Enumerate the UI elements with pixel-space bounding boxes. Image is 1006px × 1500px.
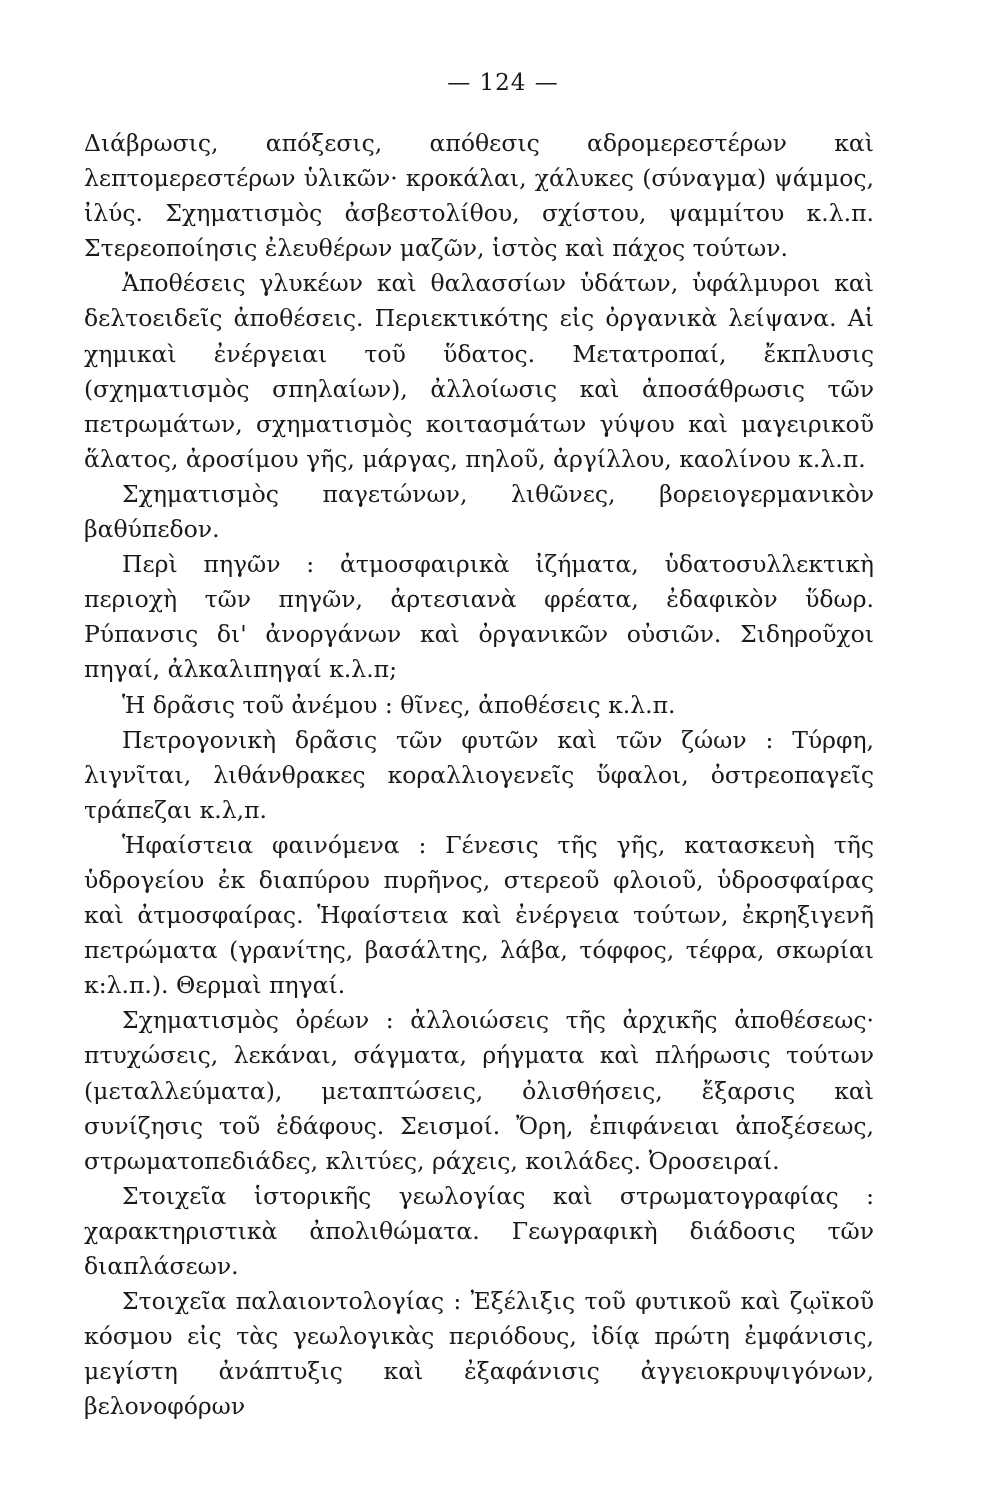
paragraph-volcanic: Ἡφαίστεια φαινόμενα : Γένεσις τῆς γῆς, κατασκευὴ τῆς ὑδρογείου ἐκ διαπύρου πυρῆνος, στερεοῦ φλοιοῦ, ὑδροσφαίρας καὶ ἀτμοσφαίρας. Ἡφαίστεια καὶ ἐνέργεια τούτων, ἐκρηξιγενῆ πετρώματα (γρανίτης, βασάλτης, λάβα, τόφφος, τέφρα, σκωρίαι κ:λ.π.). Θερμαὶ πηγαί.: [84, 830, 874, 1000]
paragraph-glaciers: Σχηματισμὸς παγετώνων, λιθῶνες, βορειογερμανικὸν βαθύπεδον.: [84, 479, 874, 544]
paragraph-historical-geology: Στοιχεῖα ἱστορικῆς γεωλογίας καὶ στρωματογραφίας : χαρακτηριστικὰ ἀπολιθώματα. Γεωγραφικὴ διάδοσις τῶν διαπλάσεων.: [84, 1181, 874, 1280]
page-number: — 124 —: [447, 70, 559, 96]
paragraph-wind: Ἡ δρᾶσις τοῦ ἀνέμου : θῖνες, ἀποθέσεις κ.λ.π.: [122, 690, 676, 719]
body-text: [84, 126, 874, 1424]
paragraph-paleontology: Στοιχεῖα παλαιοντολογίας : Ἐξέλιξις τοῦ φυτικοῦ καὶ ζῳϊκοῦ κόσμου εἰς τὰς γεωλογικὰς περιόδους, ἰδίᾳ πρώτη ἐμφάνισις, μεγίστη ἀνάπτυξις καὶ ἐξαφάνισις ἀγγειοκρυψιγόνων, βελονοφόρων: [84, 1287, 874, 1421]
paragraph-water-deposits: Ἀποθέσεις γλυκέων καὶ θαλασσίων ὑδάτων, ὑφάλμυροι καὶ δελτοειδεῖς ἀποθέσεις. Περιεκτικότης εἰς ὀργανικὰ λείψανα. Αἱ χημικαὶ ἐνέργειαι τοῦ ὕδατος. Μετατροπαί, ἔκπλυσις (σχηματισμὸς σπηλαίων), ἀλλοίωσις καὶ ἀποσάθρωσις τῶν πετρωμάτων, σχηματισμὸς κοιτασμάτων γύψου καὶ μαγειρικοῦ ἅλατος, ἀροσίμου γῆς, μάργας, πηλοῦ, ἀργίλλου, καολίνου κ.λ.π.: [84, 269, 874, 473]
paragraph-springs: Περὶ πηγῶν : ἀτμοσφαιρικὰ ἰζήματα, ὑδατοσυλλεκτικὴ περιοχὴ τῶν πηγῶν, ἀρτεσιανὰ φρέατα, ἐδαφικὸν ὕδωρ. Ρύπανσις δι' ἀνοργάνων καὶ ὀργανικῶν οὐσιῶν. Σιδηροῦχοι πηγαί, ἀλκαλιπηγαί κ.λ.π;: [84, 550, 874, 684]
paragraph-erosion: Διάβρωσις, απόξεσις, απόθεσις αδρομερεστέρων καὶ λεπτομερεστέρων ὑλικῶν· κροκάλαι, χάλυκες (σύναγμα) ψάμμος, ἰλύς. Σχηματισμὸς ἀσβεστολίθου, σχίστου, ψαμμίτου κ.λ.π. Στερεοποίησις ἐλευθέρων μαζῶν, ἱστὸς καὶ πάχος τούτων.: [84, 129, 874, 263]
paragraph-mountains: Σχηματισμὸς ὀρέων : ἀλλοιώσεις τῆς ἀρχικῆς ἀποθέσεως· πτυχώσεις, λεκάναι, σάγματα, ρήγματα καὶ πλήρωσις τούτων (μεταλλεύματα), μεταπτώσεις, ὀλισθήσεις, ἔξαρσις καὶ συνίζησις τοῦ ἐδάφους. Σεισμοί. Ὄρη, ἐπιφάνειαι ἀποξέσεως, στρωματοπεδιάδες, κλιτύες, ράχεις, κοιλάδες. Ὀροσειραί.: [84, 1006, 874, 1175]
paragraph-organisms: Πετρογονικὴ δρᾶσις τῶν φυτῶν καὶ τῶν ζώων : Τύρφη, λιγνῖται, λιθάνθρακες κοραλλιογενεῖς ὕφαλοι, ὀστρεοπαγεῖς τράπεζαι κ.λ,π.: [84, 725, 874, 824]
